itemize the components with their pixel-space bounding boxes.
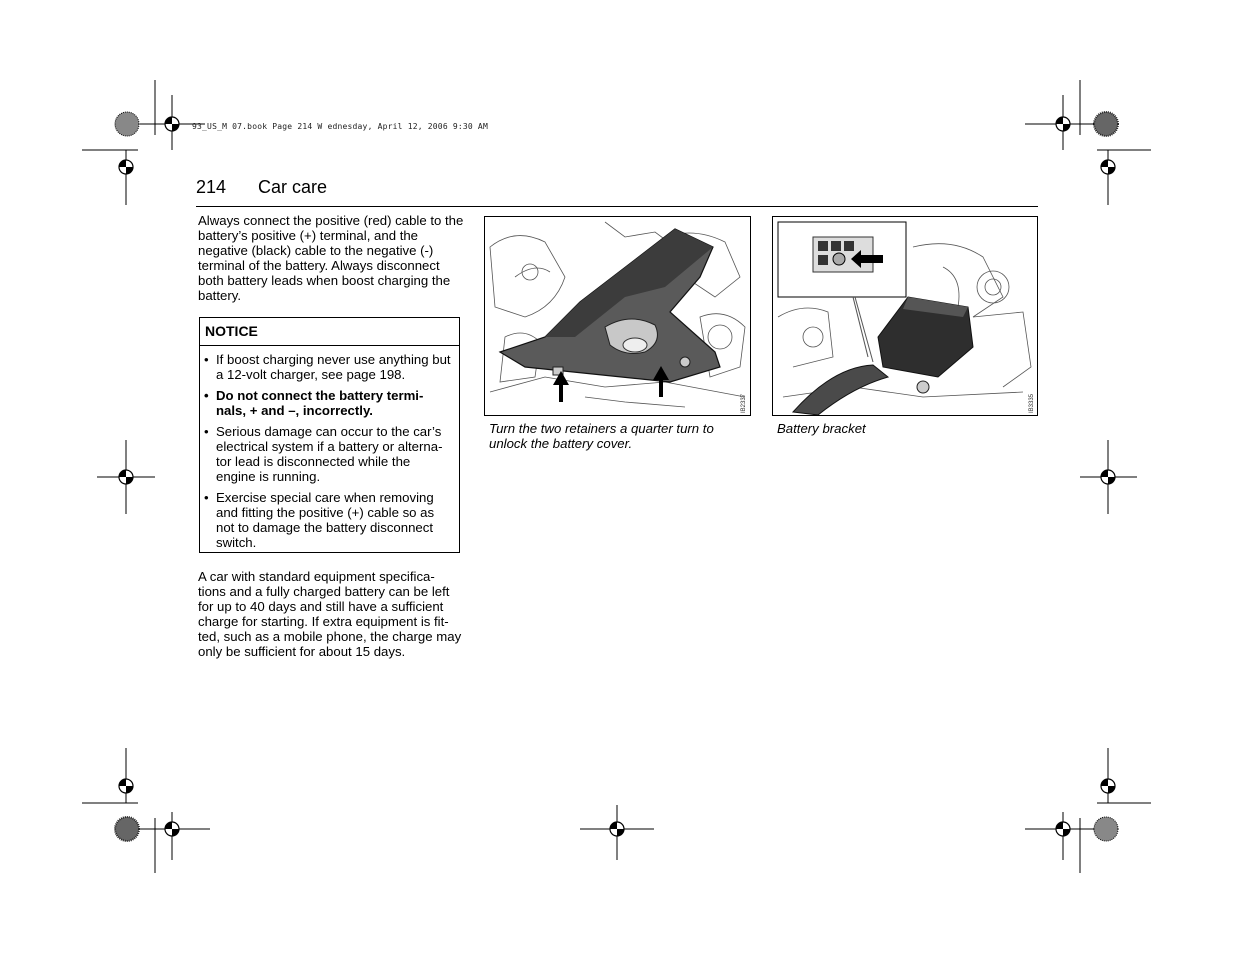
figure-code: IB2337 [741,393,747,413]
notice-item-text: If boost charging never use anything but a 12-volt charger, see page 198. [216,352,451,382]
closing-paragraph: A car with standard equipment specifica- tions and a fully charged battery can be left for up to 40 days and still have a sufficient charge for starting. If extra equipment is fit- ted, such as a mobile phone, the charge may only be sufficient for about 15 days. [198,569,462,659]
figure-caption: Battery bracket [777,421,866,436]
notice-item: • Exercise special care when removing and fitting the positive (+) cable so as not to damage the battery disconnect switch. [204,490,435,550]
notice-box [199,317,460,553]
notice-item: • Do not connect the battery termi- nals, + and –, incorrectly. [204,388,424,418]
figure-code: IB3335 [1029,393,1035,413]
header-rule [196,206,1038,207]
battery-cover-illustration [485,217,750,415]
notice-title: NOTICE [200,318,459,346]
intro-paragraph: Always connect the positive (red) cable to the battery’s positive (+) terminal, and the negative (black) cable to the negative (-) terminal of the battery. Always disconnect both battery leads when boost charging the battery. [198,213,464,303]
battery-bracket-illustration [773,217,1037,415]
notice-item-text: Serious damage can occur to the car’s electrical system if a battery or alterna- tor lead is disconnected while the engine is running. [216,424,443,484]
notice-item: • If boost charging never use anything but a 12-volt charger, see page 198. [204,352,451,382]
notice-list [200,346,459,550]
print-slug-line: 93_US_M 07.book Page 214 W ednesday, April 12, 2006 9:30 AM [192,122,488,131]
figure-caption: Turn the two retainers a quarter turn to unlock the battery cover. [489,421,714,451]
notice-item: • Serious damage can occur to the car’s electrical system if a battery or alterna- tor lead is disconnected while the engine is running. [204,424,443,484]
section-title: Car care [258,177,328,197]
battery-cover-figure [484,216,751,416]
battery-bracket-figure [772,216,1038,416]
page-number: 214 [196,177,227,197]
notice-item-text: Exercise special care when removing and fitting the positive (+) cable so as not to damage the battery disconnect switch. [216,490,435,550]
notice-item-text: Do not connect the battery termi- nals, + and –, incorrectly. [216,388,424,418]
